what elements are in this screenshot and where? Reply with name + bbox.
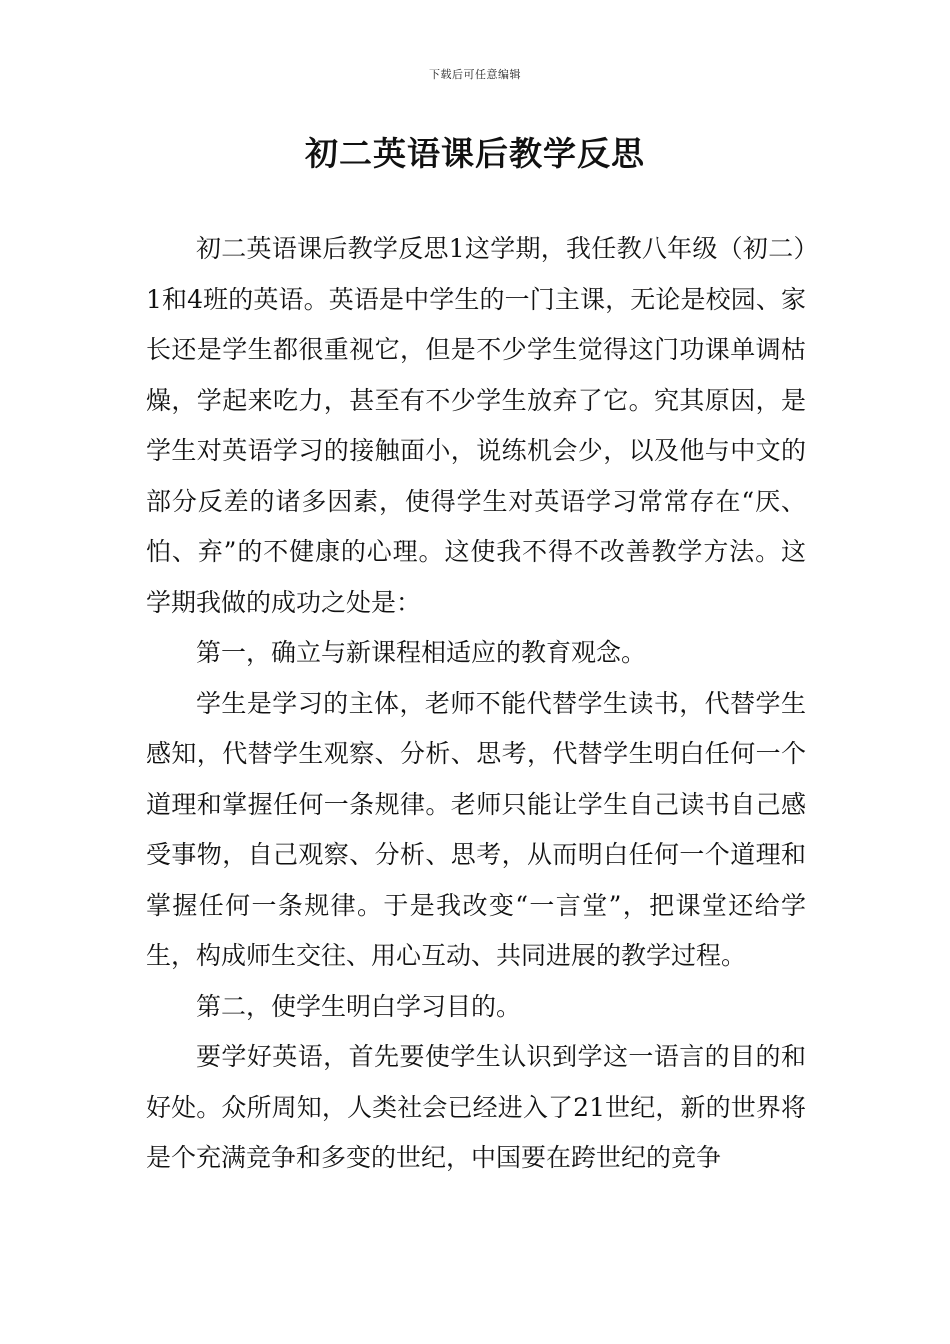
paragraph-point-two-body: 要学好英语，首先要使学生认识到学这一语言的目的和好处。众所周知，人类社会已经进入了21世纪，新的世界将是个充满竞争和多变的世纪，中国要在跨世纪的竞争 (146, 1042, 806, 1172)
paragraph-point-one-body: 学生是学习的主体，老师不能代替学生读书，代替学生感知，代替学生观察、分析、思考，代替学生明白任何一个道理和掌握任何一条规律。老师只能让学生自己读书自己感受事物，自己观察、分析、思考，从而明白任何一个道理和掌握任何一条规律。于是我改变“一言堂”，把课堂还给学生，构成师生交往、用心互动、共同进展的教学过程。 (146, 688, 806, 970)
document-body (146, 224, 806, 1184)
paragraph-point-two-heading: 第二，使学生明白学习目的。 (196, 991, 522, 1021)
header-note: 下载后可任意编辑 (429, 68, 521, 81)
paragraph-point-one-heading: 第一，确立与新课程相适应的教育观念。 (196, 638, 647, 667)
paragraph-intro: 初二英语课后教学反思1这学期，我任教八年级（初二）1和4班的英语。英语是中学生的一门主课，无论是校园、家长还是学生都很重视它，但是不少学生觉得这门功课单调枯燥，学起来吃力，甚至有不少学生放弃了它。究其原因，是学生对英语学习的接触面小，说练机会少，以及他与中文的部分反差的诸多因素，使得学生对英语学习常常存在“厌、怕、弃”的不健康的心理。这使我不得不改善教学方法。这学期我做的成功之处是： (146, 234, 806, 617)
page-title: 初二英语课后教学反思 (305, 134, 645, 173)
